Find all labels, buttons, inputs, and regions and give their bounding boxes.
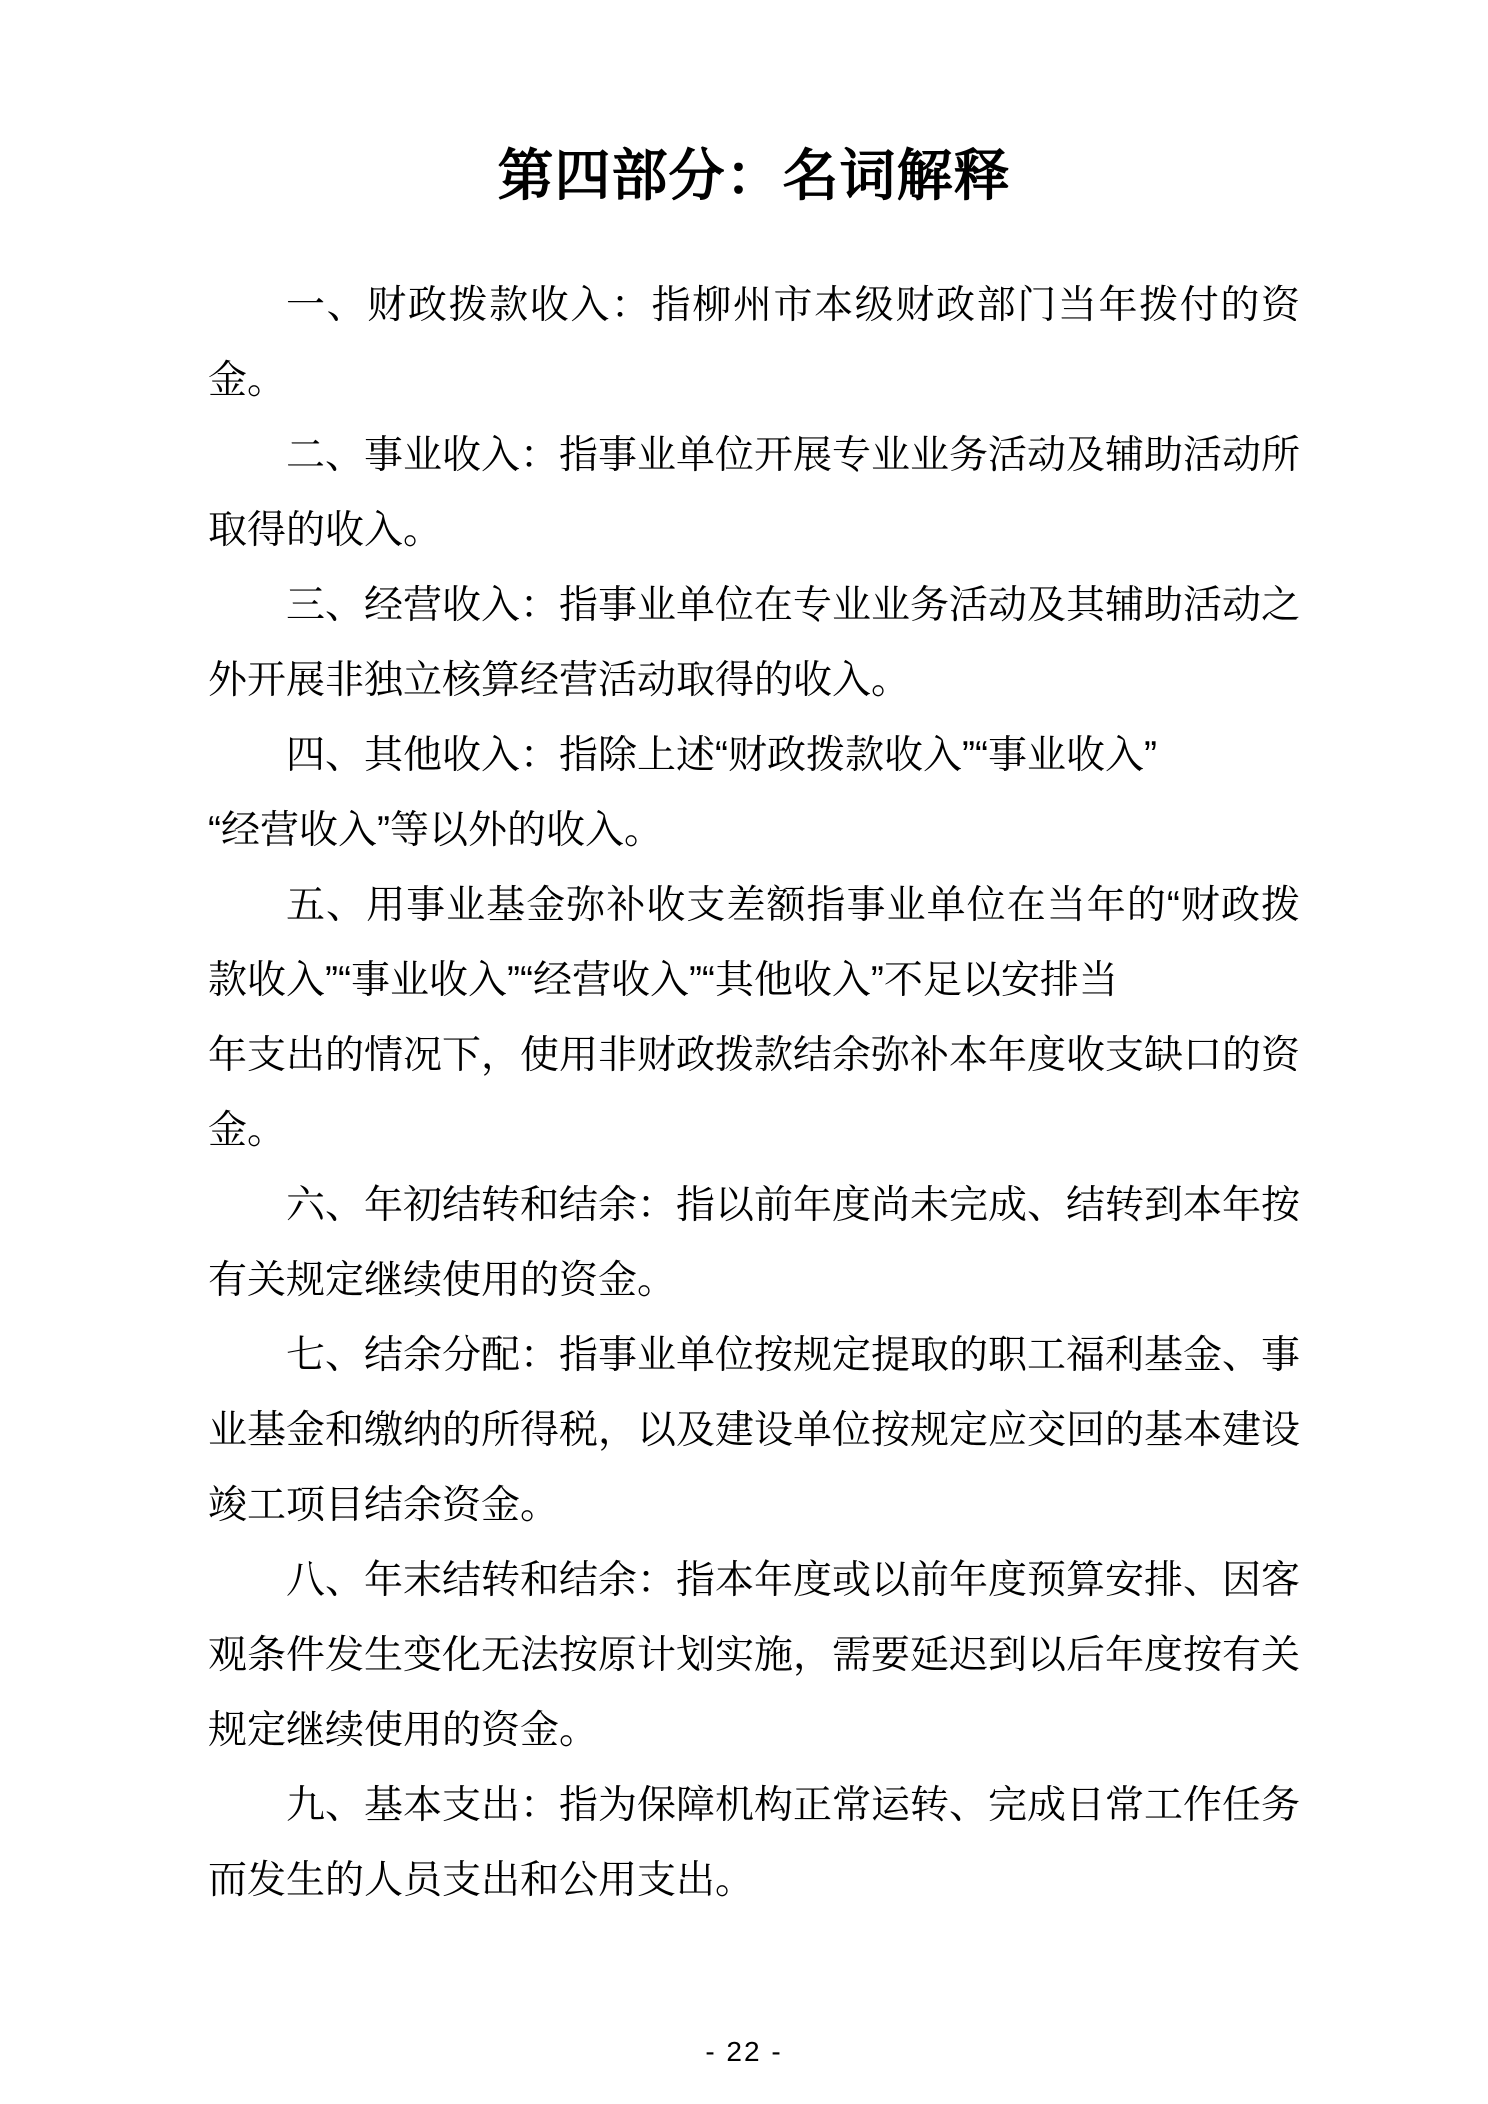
body-line: 三、经营收入：指事业单位在专业业务活动及其辅助活动之 <box>286 584 1301 627</box>
body-line: 八、年末结转和结余：指本年度或以前年度预算安排、因客 <box>286 1559 1301 1602</box>
body-line: “经营收入”等以外的收入。 <box>208 809 663 852</box>
body-text <box>208 268 1300 1918</box>
page-number: - 22 - <box>705 2036 783 2067</box>
body-line: 五、用事业基金弥补收支差额指事业单位在当年的“财政拨 <box>286 884 1300 927</box>
body-line: 竣工项目结余资金。 <box>208 1484 560 1527</box>
body-line: 取得的收入。 <box>208 509 443 552</box>
body-line: 年支出的情况下，使用非财政拨款结余弥补本年度收支缺口的资 <box>208 1034 1301 1077</box>
section-title: 第四部分：名词解释 <box>497 144 1011 207</box>
body-line: 金。 <box>208 359 287 402</box>
body-line: 九、基本支出：指为保障机构正常运转、完成日常工作任务 <box>286 1784 1301 1827</box>
body-line: 金。 <box>208 1109 287 1152</box>
body-line: 七、结余分配：指事业单位按规定提取的职工福利基金、事 <box>286 1334 1301 1377</box>
body-line: 观条件发生变化无法按原计划实施，需要延迟到以后年度按有关 <box>208 1634 1301 1677</box>
body-line: 而发生的人员支出和公用支出。 <box>208 1859 755 1902</box>
body-line: 六、年初结转和结余：指以前年度尚未完成、结转到本年按 <box>286 1184 1301 1227</box>
body-line: 有关规定继续使用的资金。 <box>208 1259 677 1302</box>
body-line: 款收入”“事业收入”“经营收入”“其他收入”不足以安排当 <box>208 959 1118 1002</box>
body-line: 外开展非独立核算经营活动取得的收入。 <box>208 659 911 702</box>
body-line: 一、财政拨款收入：指柳州市本级财政部门当年拨付的资 <box>286 284 1300 327</box>
body-line: 四、其他收入：指除上述“财政拨款收入”“事业收入” <box>286 734 1157 777</box>
body-line: 业基金和缴纳的所得税，以及建设单位按规定应交回的基本建设 <box>208 1409 1301 1452</box>
body-line: 二、事业收入：指事业单位开展专业业务活动及辅助活动所 <box>286 434 1301 477</box>
body-line: 规定继续使用的资金。 <box>208 1709 599 1752</box>
